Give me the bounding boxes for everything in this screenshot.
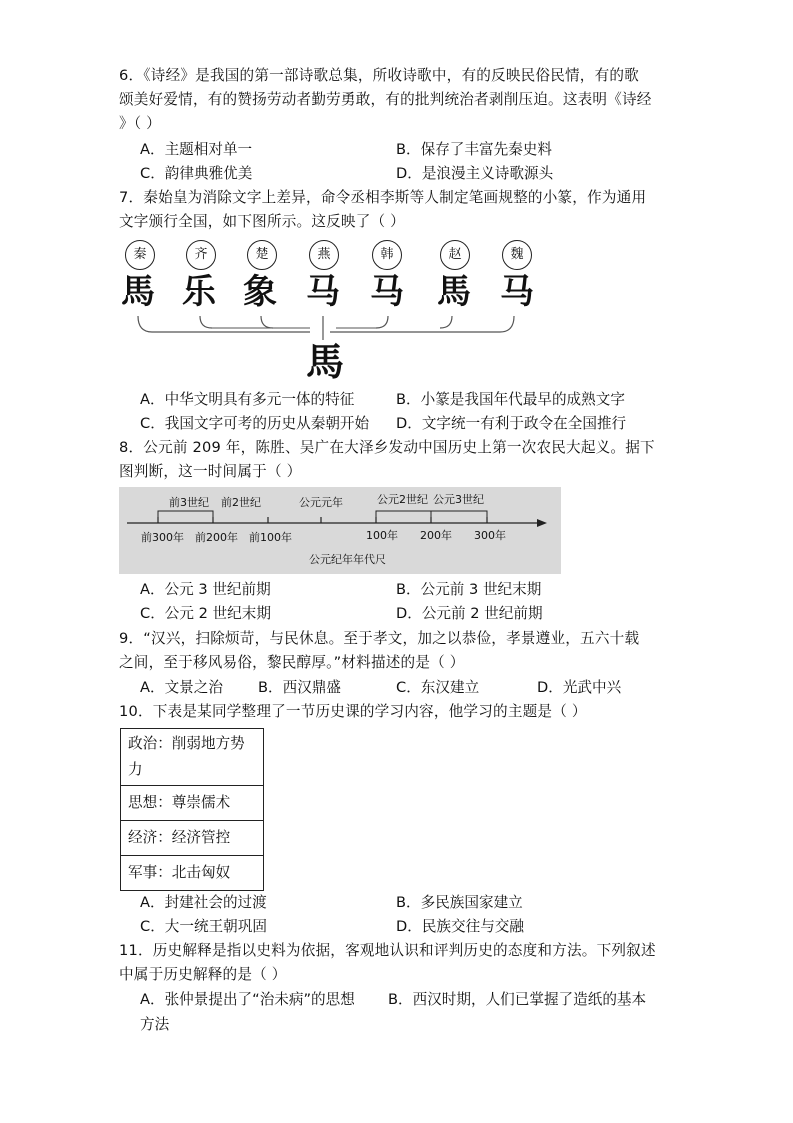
q8-stem-line2: 图判断，这一时间属于（ ） <box>119 463 302 480</box>
timeline-year-100bc: 前100年 <box>249 531 292 544</box>
q9-option-b[interactable]: B．西汉鼎盛 <box>258 679 341 696</box>
q8-stem-line1: 8．公元前 209 年，陈胜、吴广在大泽乡发动中国历史上第一次农民大起义。据下 <box>119 439 655 456</box>
timeline-label-3rd-ad: 公元3世纪 <box>433 493 484 506</box>
q11-stem-line2: 中属于历史解释的是（ ） <box>119 966 287 983</box>
state-circle-yan: 燕 <box>309 240 339 270</box>
table-row <box>121 729 264 786</box>
timeline-year-200bc: 前200年 <box>195 531 238 544</box>
q7-stem-line2: 文字颁行全国，如下图所示。这反映了（ ） <box>119 213 405 230</box>
timeline-figure <box>119 487 561 574</box>
seal-char-wei: 马 <box>500 272 534 312</box>
q6-option-a[interactable]: A．主题相对单一 <box>140 141 253 158</box>
timeline-caption: 公元纪年年代尺 <box>309 553 386 566</box>
table-cell-economy: 经济：经济管控 <box>121 821 264 856</box>
timeline-label-2nd-bc: 前2世纪 <box>221 496 261 509</box>
state-circle-qi: 齐 <box>186 240 216 270</box>
q9-stem-line1: 9．“汉兴，扫除烦苛，与民休息。至于孝文，加之以恭俭，孝景遵业，五六十载 <box>119 630 640 647</box>
timeline-year-200: 200年 <box>420 529 452 542</box>
q7-option-b[interactable]: B．小篆是我国年代最早的成熟文字 <box>396 391 625 408</box>
q11-option-b[interactable]: B．西汉时期，人们已掌握了造纸的基本 <box>388 991 647 1008</box>
bracket-connector <box>120 312 540 342</box>
seal-char-yan: 马 <box>306 272 340 312</box>
q6-stem-line1: 6．《诗经》是我国的第一部诗歌总集，所收诗歌中，有的反映民俗民情，有的歌 <box>119 67 639 84</box>
state-circle-han: 韩 <box>372 240 402 270</box>
q11-option-a[interactable]: A．张仲景提出了“治未病”的思想 <box>140 991 355 1008</box>
timeline-year-100: 100年 <box>366 529 398 542</box>
table-row <box>121 821 264 856</box>
table-row <box>121 856 264 891</box>
seal-char-chu: 象 <box>243 272 277 312</box>
q10-option-d[interactable]: D．民族交往与交融 <box>396 918 524 935</box>
seal-char-qin: 馬 <box>121 272 155 312</box>
q8-option-d[interactable]: D．公元前 2 世纪前期 <box>396 605 543 622</box>
timeline-year-300bc: 前300年 <box>141 531 184 544</box>
state-circle-zhao: 赵 <box>440 240 470 270</box>
table-cell-politics: 政治：削弱地方势力 <box>121 729 264 786</box>
state-circle-wei: 魏 <box>502 240 532 270</box>
seal-char-zhao: 馬 <box>437 272 471 312</box>
q6-stem-line3: 》（ ） <box>119 115 161 132</box>
q9-option-d[interactable]: D．光武中兴 <box>537 679 622 696</box>
q10-stem-line1: 10．下表是某同学整理了一节历史课的学习内容，他学习的主题是（ ） <box>119 703 587 720</box>
q7-stem-line1: 7．秦始皇为消除文字上差异，命令丞相李斯等人制定笔画规整的小篆，作为通用 <box>119 189 647 206</box>
seal-char-han: 马 <box>370 272 404 312</box>
q9-option-c[interactable]: C．东汉建立 <box>396 679 480 696</box>
q7-option-c[interactable]: C．我国文字可考的历史从秦朝开始 <box>140 415 370 432</box>
q6-stem-line2: 颂美好爱情，有的赞扬劳动者勤劳勇敢，有的批判统治者剥削压迫。这表明《诗经 <box>119 91 652 108</box>
q6-option-c[interactable]: C．韵律典雅优美 <box>140 165 253 182</box>
q10-option-a[interactable]: A．封建社会的过渡 <box>140 894 267 911</box>
state-circle-qin: 秦 <box>125 240 155 270</box>
q7-option-a[interactable]: A．中华文明具有多元一体的特征 <box>140 391 355 408</box>
table-cell-thought: 思想：尊崇儒术 <box>121 786 264 821</box>
q6-option-d[interactable]: D．是浪漫主义诗歌源头 <box>396 165 554 182</box>
q10-option-c[interactable]: C．大一统王朝巩固 <box>140 918 267 935</box>
seal-char-qi: 乐 <box>182 272 216 312</box>
table-row <box>121 786 264 821</box>
unified-seal-char: 馬 <box>306 339 345 384</box>
q10-option-b[interactable]: B．多民族国家建立 <box>396 894 523 911</box>
state-circle-chu: 楚 <box>247 240 277 270</box>
q8-option-c[interactable]: C．公元 2 世纪末期 <box>140 605 271 622</box>
table-cell-military: 军事：北击匈奴 <box>121 856 264 891</box>
q8-option-a[interactable]: A．公元 3 世纪前期 <box>140 581 271 598</box>
q7-option-d[interactable]: D．文字统一有利于政令在全国推行 <box>396 415 627 432</box>
q8-option-b[interactable]: B．公元前 3 世纪末期 <box>396 581 542 598</box>
study-content-table <box>120 728 264 891</box>
timeline-label-2nd-ad: 公元2世纪 <box>377 493 428 506</box>
q9-stem-line2: 之间，至于移风易俗，黎民醇厚。”材料描述的是（ ） <box>119 654 465 671</box>
timeline-label-3rd-bc: 前3世纪 <box>169 496 209 509</box>
timeline-label-year-1: 公元元年 <box>299 496 343 509</box>
q6-option-b[interactable]: B．保存了丰富先秦史料 <box>396 141 552 158</box>
q11-stem-line1: 11．历史解释是指以史料为依据，客观地认识和评判历史的态度和方法。下列叙述 <box>119 942 656 959</box>
q9-option-a[interactable]: A．文景之治 <box>140 679 223 696</box>
q11-option-b-continued: 方法 <box>140 1016 170 1033</box>
timeline-year-300: 300年 <box>474 529 506 542</box>
